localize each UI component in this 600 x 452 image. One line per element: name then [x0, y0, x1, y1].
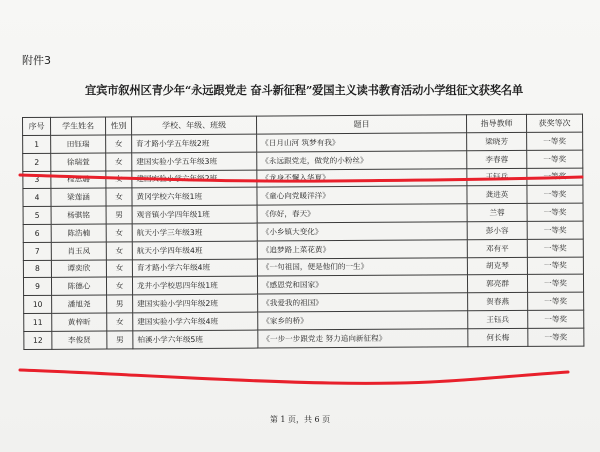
cell-teacher: 何长梅 [468, 328, 528, 346]
cell-gender: 女 [106, 170, 132, 188]
cell-topic: 《感恩党和国家》 [257, 275, 467, 294]
cell-index: 2 [23, 153, 51, 171]
cell-topic: 《一步一步跟党走 努力追向新征程》 [258, 329, 468, 348]
table-row [24, 328, 584, 349]
awards-table [22, 114, 584, 350]
cell-topic: 《龙身不懈入华夏》 [257, 168, 467, 187]
cell-topic: 《追梦路上菜花黄》 [257, 240, 467, 259]
cell-student-name: 潘旭尧 [52, 295, 107, 313]
cell-index: 6 [23, 224, 51, 242]
cell-award: 一等奖 [528, 292, 584, 310]
cell-topic: 《小乡镇大变化》 [257, 222, 467, 241]
cell-school-class: 育才路小学五年级2班 [132, 134, 257, 153]
cell-index: 1 [23, 135, 51, 153]
cell-gender: 女 [106, 153, 132, 171]
header-gender: 性别 [106, 117, 132, 135]
cell-teacher: 兰蓉 [467, 204, 527, 222]
cell-student-name: 陈德心 [51, 277, 106, 295]
cell-school-class: 黄冈学校六年级1班 [132, 187, 257, 206]
cell-school-class: 建国实验小学六年级4班 [133, 312, 258, 331]
cell-award: 一等奖 [527, 274, 583, 292]
cell-index: 9 [23, 278, 51, 296]
cell-gender: 女 [106, 224, 132, 242]
cell-student-name: 黄梓昕 [52, 313, 107, 331]
cell-student-name: 杨骐铭 [51, 206, 106, 224]
cell-teacher: 胡克琴 [467, 257, 527, 275]
cell-award: 一等奖 [527, 150, 583, 168]
red-underline-row-11 [20, 370, 568, 383]
cell-student-name: 李俊贤 [52, 331, 107, 349]
cell-teacher: 李春蓉 [467, 150, 527, 168]
cell-topic: 《一句祖国，便是他们的一生》 [257, 257, 467, 276]
cell-student-name: 程思璐 [51, 171, 106, 189]
cell-teacher: 郭亮群 [467, 275, 527, 293]
attachment-label: 附件3 [22, 54, 51, 67]
cell-index: 7 [23, 242, 51, 260]
cell-award: 一等奖 [527, 185, 583, 203]
cell-school-class: 航天小学三年级3班 [132, 223, 257, 242]
cell-index: 12 [24, 331, 52, 349]
cell-topic: 《我爱我的祖国》 [258, 293, 468, 312]
cell-topic: 《家乡的桥》 [258, 311, 468, 330]
cell-school-class: 育才路小学六年级4班 [132, 259, 257, 278]
cell-gender: 女 [106, 277, 132, 295]
cell-award: 一等奖 [527, 203, 583, 221]
cell-index: 8 [23, 260, 51, 278]
cell-teacher: 彭小容 [467, 221, 527, 239]
header-teacher: 指导教师 [466, 114, 526, 132]
cell-topic: 《日月山河 筑梦有我》 [257, 133, 467, 152]
cell-student-name: 谭奕欣 [51, 260, 106, 278]
cell-school-class: 建国实验小学四年级2班 [133, 294, 258, 313]
cell-award: 一等奖 [527, 257, 583, 275]
cell-award: 一等奖 [528, 310, 584, 328]
cell-gender: 男 [107, 295, 133, 313]
cell-gender: 男 [106, 206, 132, 224]
cell-gender: 女 [106, 135, 132, 153]
cell-teacher: 龚进英 [467, 186, 527, 204]
cell-teacher: 王钰兵 [467, 168, 527, 186]
cell-student-name: 梁莲涵 [51, 188, 106, 206]
cell-gender: 女 [106, 188, 132, 206]
cell-gender: 女 [107, 313, 133, 331]
cell-index: 10 [24, 295, 52, 313]
cell-school-class: 建国实验小学六年级2班 [132, 170, 257, 189]
cell-award: 一等奖 [527, 239, 583, 257]
cell-gender: 女 [106, 242, 132, 260]
header-award: 获奖等次 [526, 114, 582, 132]
cell-teacher: 贺春燕 [468, 293, 528, 311]
cell-teacher: 王钰兵 [468, 310, 528, 328]
cell-award: 一等奖 [527, 221, 583, 239]
cell-student-name: 田钰瑞 [51, 135, 106, 153]
page-footer: 第 1 页，共 6 页 [269, 415, 331, 424]
header-index: 序号 [23, 117, 51, 135]
header-topic: 题目 [256, 115, 466, 134]
cell-gender: 女 [106, 259, 132, 277]
cell-topic: 《永远跟党走，做党的小粉丝》 [257, 151, 467, 170]
cell-award: 一等奖 [527, 132, 583, 150]
cell-school-class: 龙井小学校思四年级1班 [132, 276, 257, 295]
cell-gender: 男 [107, 331, 133, 349]
cell-student-name: 陈浩楠 [51, 224, 106, 242]
header-student-name: 学生姓名 [51, 117, 106, 135]
cell-student-name: 肖玉凤 [51, 242, 106, 260]
cell-index: 3 [23, 171, 51, 189]
cell-school-class: 建国实验小学五年级3班 [132, 152, 257, 171]
cell-teacher: 梁晓芳 [467, 132, 527, 150]
cell-school-class: 航天小学四年级4班 [132, 241, 257, 260]
document-title: 宜宾市叙州区青少年“永远跟党走 奋斗新征程”爱国主义读书教育活动小学组征文获奖名单 [84, 83, 523, 97]
cell-award: 一等奖 [528, 328, 584, 346]
cell-student-name: 徐瑞萱 [51, 153, 106, 171]
cell-topic: 《你好，春天》 [257, 204, 467, 223]
cell-index: 11 [24, 313, 52, 331]
cell-school-class: 观音镇小学四年级1班 [132, 205, 257, 224]
cell-index: 5 [23, 207, 51, 225]
cell-award: 一等奖 [527, 168, 583, 186]
cell-school-class: 柏溪小学六年级5班 [133, 330, 258, 349]
cell-index: 4 [23, 189, 51, 207]
header-school-class: 学校、年级、班级 [132, 116, 257, 135]
cell-topic: 《童心向党暖洋洋》 [257, 186, 467, 205]
cell-teacher: 邓有平 [467, 239, 527, 257]
